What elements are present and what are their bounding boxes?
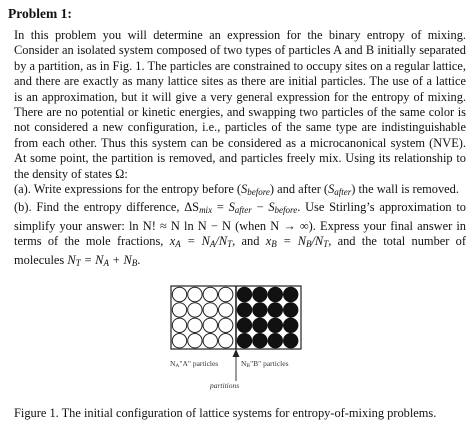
- problem-title: Problem 1:: [8, 6, 72, 21]
- particle-b: [268, 287, 282, 301]
- particle-a: [219, 334, 233, 348]
- label-b-particles: NB"B" particles: [241, 359, 289, 369]
- label-a-particles: NA"A" particles: [170, 359, 219, 369]
- problem-text: [14, 28, 466, 271]
- problem-intro-paragraph: In this problem you will determine an expression for the binary entropy of mixing. Consider an isolated system composed of two types of particles A and B initially separated by a partition, as in Fig. 1. The particles are constrained to occupy sites on a regular lattice, and there are exactly as many lattice sites as there are initial particles. The use of a lattice is an approximation, but it will give a very general expression for the entropy of mixing. There are no potential or kinetic energies, and swapping two particles of the same color is not considered a new configuration, i.e., particles of the same type are indistinguishable from each other. Thus this system can be considered as a microcanonical system (NVE). At some point, the partition is removed, and particles freely mix. Using its relationship to the density of states Ω:: [14, 28, 466, 181]
- particle-a: [172, 287, 186, 301]
- particle-a: [172, 318, 186, 332]
- figure-caption: Figure 1. The initial configuration of lattice systems for entropy-of-mixing problems.: [14, 406, 437, 420]
- partition-arrow-head: [233, 349, 240, 357]
- particle-b: [284, 318, 298, 332]
- particle-b: [268, 303, 282, 317]
- particle-b: [253, 318, 267, 332]
- particle-b: [237, 334, 251, 348]
- particle-b: [284, 287, 298, 301]
- particle-b: [253, 303, 267, 317]
- particle-a: [219, 303, 233, 317]
- particle-a: [188, 303, 202, 317]
- particle-a: [203, 318, 217, 332]
- part-a-text: (a). Write expressions for the entropy before $(S_{before})$ and after $(S_{after})$ the wall is removed.: [14, 182, 459, 198]
- lattice-figure: [170, 285, 310, 395]
- particle-a: [203, 334, 217, 348]
- particle-b: [237, 287, 251, 301]
- particle-b: [268, 318, 282, 332]
- part-b-text: (b). Find the entropy difference, $\Delta S_{mix} = S_{after} - S_{before}$. Use Stirling’s approximation to simplify your answer: ln N! ≈ N ln N − N (when N → ∞). Express your final answer in terms of the mole fractions, $x_A = N_A/N_T$, and $x_B = N_B/N_T$, and the total number of molecules $N_T = N_A + N_B$.: [14, 200, 467, 268]
- particle-a: [219, 287, 233, 301]
- particle-b: [253, 287, 267, 301]
- particle-a: [188, 334, 202, 348]
- label-partitions: partitions: [210, 381, 240, 390]
- particle-a: [219, 318, 233, 332]
- particle-b: [284, 334, 298, 348]
- particle-a: [203, 287, 217, 301]
- lattice-diagram: [170, 285, 310, 395]
- particle-b: [237, 303, 251, 317]
- particle-a: [188, 318, 202, 332]
- particle-b: [284, 303, 298, 317]
- particle-a: [172, 334, 186, 348]
- particle-b: [268, 334, 282, 348]
- particle-b: [237, 318, 251, 332]
- particle-b: [253, 334, 267, 348]
- particle-a: [188, 287, 202, 301]
- particle-a: [203, 303, 217, 317]
- particle-a: [172, 303, 186, 317]
